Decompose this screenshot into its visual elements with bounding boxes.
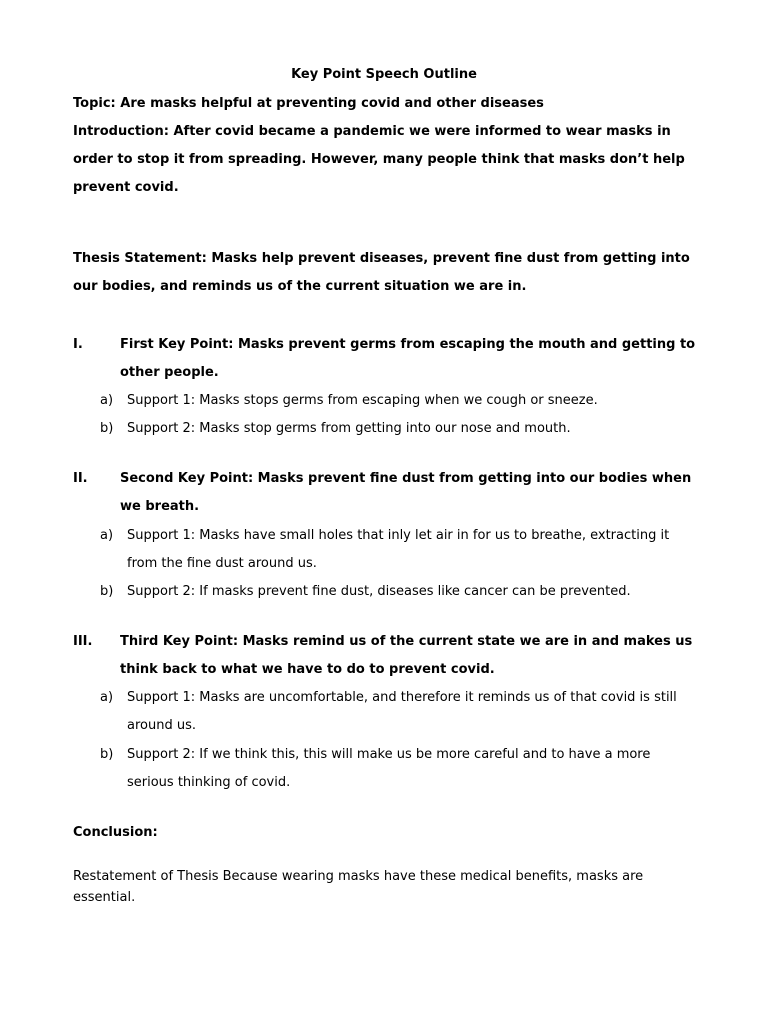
support-3a-line-1: Support 1: Masks are uncomfortable, and therefore it reminds us of that covid is still [127, 690, 677, 705]
key-point-2-line-1: Second Key Point: Masks prevent fine dust from getting into our bodies when [120, 471, 692, 486]
support-1a-line-1: Support 1: Masks stops germs from escaping when we cough or sneeze. [127, 393, 598, 408]
support-3b-line-2: serious thinking of covid. [127, 775, 291, 790]
support-2a-line-2: from the fine dust around us. [127, 556, 317, 571]
support-marker: a) [100, 393, 114, 408]
introduction-line-1: Introduction: After covid became a pandemic we were informed to wear masks in [73, 124, 671, 139]
support-marker: b) [100, 747, 114, 762]
support-3b-line-1: Support 2: If we think this, this will make us be more careful and to have a more [127, 747, 651, 762]
support-2a-line-1: Support 1: Masks have small holes that inly let air in for us to breathe, extracting it [127, 528, 670, 543]
key-point-3-line-2: think back to what we have to do to prevent covid. [120, 662, 495, 677]
support-1b-line-1: Support 2: Masks stop germs from getting into our nose and mouth. [127, 421, 571, 436]
introduction-line-3: prevent covid. [73, 180, 179, 195]
topic-line: Topic: Are masks helpful at preventing covid and other diseases [73, 96, 544, 111]
support-marker: a) [100, 690, 114, 705]
thesis-line-1: Thesis Statement: Masks help prevent diseases, prevent fine dust from getting into [73, 251, 690, 266]
key-point-numeral: II. [73, 471, 88, 486]
introduction-line-2: order to stop it from spreading. However, many people think that masks don’t help [73, 152, 685, 167]
support-marker: a) [100, 528, 114, 543]
key-point-1-line-1: First Key Point: Masks prevent germs from escaping the mouth and getting to [120, 337, 696, 352]
support-2b-line-1: Support 2: If masks prevent fine dust, diseases like cancer can be prevented. [127, 584, 631, 599]
key-point-3-line-1: Third Key Point: Masks remind us of the current state we are in and makes us [120, 634, 693, 649]
key-point-2-line-2: we breath. [120, 499, 200, 514]
conclusion-heading: Conclusion: [73, 825, 158, 840]
support-3a-line-2: around us. [127, 718, 196, 733]
support-marker: b) [100, 421, 114, 436]
key-point-numeral: I. [73, 337, 83, 352]
support-marker: b) [100, 584, 114, 599]
key-point-1-line-2: other people. [120, 365, 219, 380]
document-title: Key Point Speech Outline [291, 67, 477, 82]
thesis-line-2: our bodies, and reminds us of the current situation we are in. [73, 279, 527, 294]
restatement-paragraph: Restatement of Thesis Because wearing masks have these medical benefits, masks are essential. [73, 869, 644, 905]
key-point-numeral: III. [73, 634, 93, 649]
